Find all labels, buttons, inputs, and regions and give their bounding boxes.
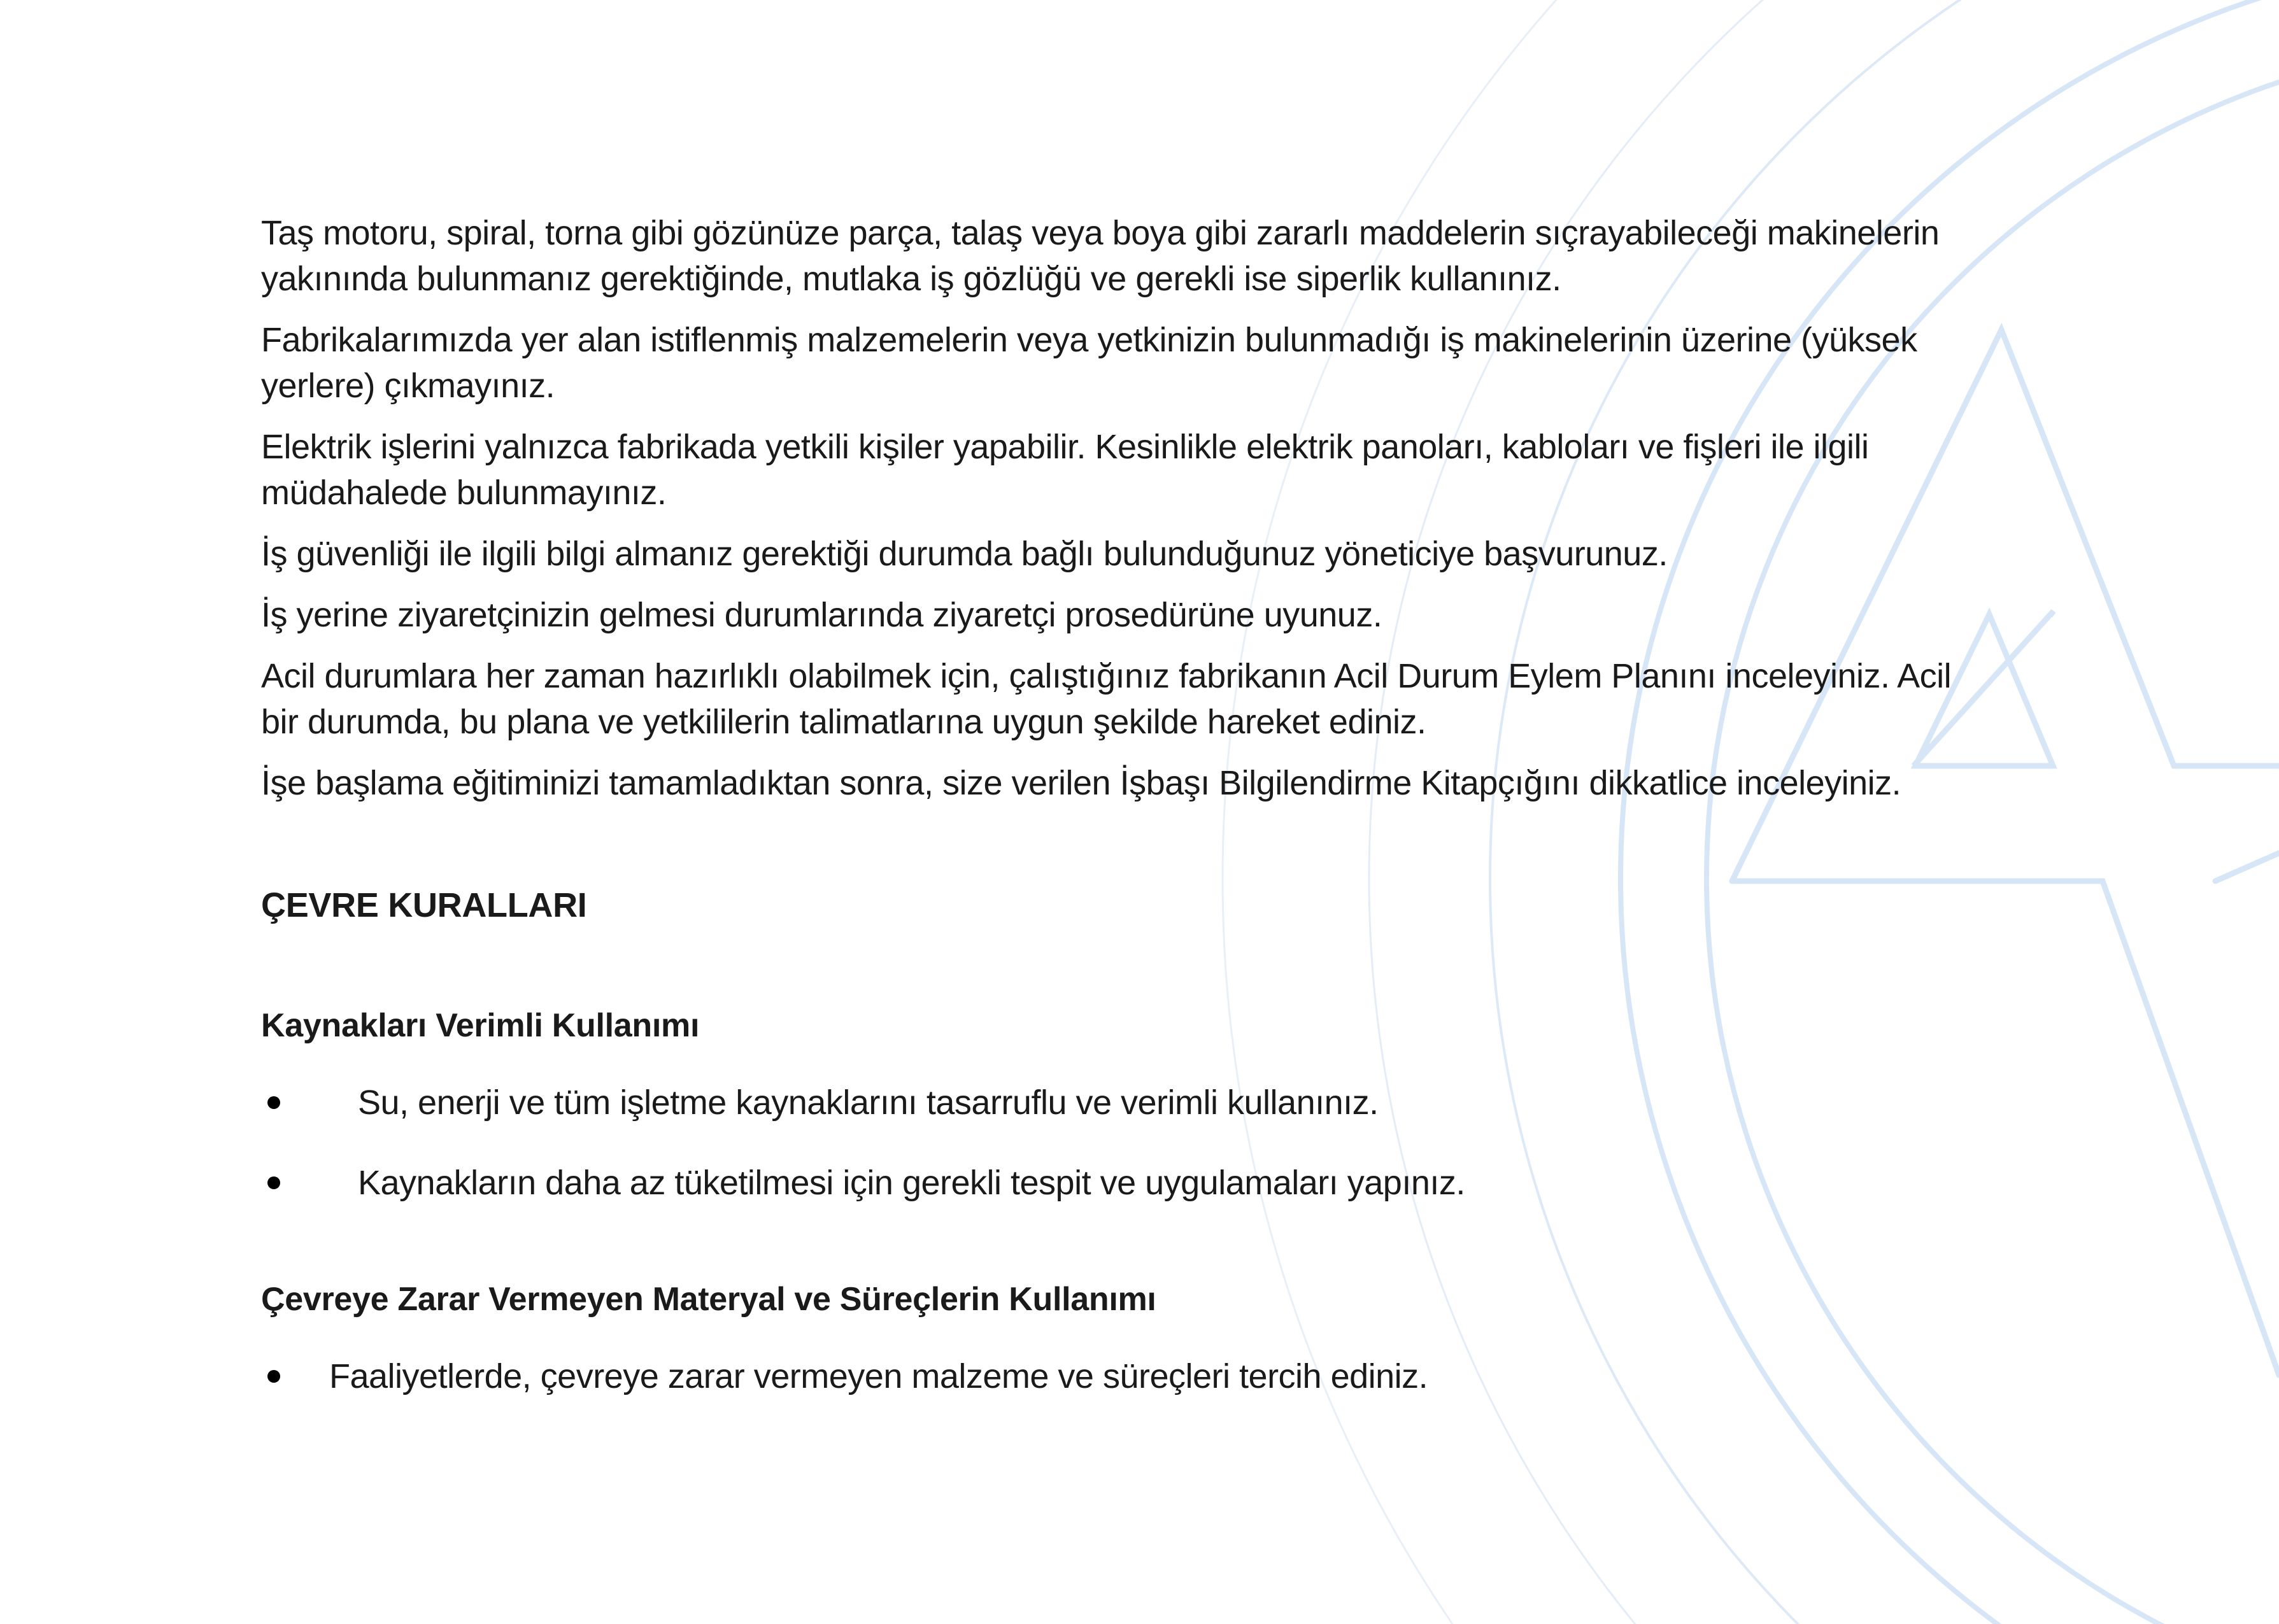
- watermark-a-right-leg: [2215, 853, 2279, 881]
- list-item-text: Faaliyetlerde, çevreye zarar vermeyen malzeme ve süreçleri tercih ediniz.: [329, 1357, 1428, 1395]
- paragraph-no-climbing: Fabrikalarımızda yer alan istiflenmiş malzemelerin veya yetkinizin bulunmadığı iş makinelerinin üzerine (yüksek yerlere) çıkmayınız.: [261, 321, 1917, 405]
- paragraph-orientation-booklet: İşe başlama eğitiminizi tamamladıktan sonra, size verilen İşbaşı Bilgilendirme Kitapçığını dikkatlice inceleyiniz.: [261, 764, 1901, 802]
- paragraph-visitor-procedure: İş yerine ziyaretçinizin gelmesi durumlarında ziyaretçi prosedürüne uyunuz.: [261, 596, 1382, 634]
- subsection-title-materials: Çevreye Zarar Vermeyen Materyal ve Süreçlerin Kullanımı: [261, 1281, 1156, 1318]
- paragraph-safety-info: İş güvenliği ile ilgili bilgi almanız gerektiği durumda bağlı bulunduğunuz yöneticiye başvurunuz.: [261, 535, 1668, 573]
- list-item-text: Su, enerji ve tüm işletme kaynaklarını tasarruflu ve verimli kullanınız.: [358, 1084, 1379, 1122]
- bullet-icon: [267, 1096, 280, 1109]
- list-item: [261, 1353, 1980, 1399]
- paragraph-emergency-plan: Acil durumlara her zaman hazırlıklı olabilmek için, çalıştığınız fabrikanın Acil Durum Eylem Planını inceleyiniz. Acil bir durumda, bu plana ve yetkililerin talimatlarına uygun şekilde hareket ediniz.: [261, 657, 1952, 741]
- paragraph-electrical-work: Elektrik işlerini yalnızca fabrikada yetkili kişiler yapabilir. Kesinlikle elektrik panoları, kabloları ve fişleri ile ilgili müdahalede bulunmayınız.: [261, 428, 1869, 512]
- list-item: [261, 1160, 1980, 1206]
- document-body: [261, 210, 1980, 1434]
- section-title-environment: ÇEVRE KURALLARI: [261, 886, 587, 924]
- resources-list: [261, 1080, 1980, 1206]
- bullet-icon: [267, 1176, 280, 1189]
- subsection-title-resources: Kaynakları Verimli Kullanımı: [261, 1007, 700, 1044]
- bullet-icon: [267, 1370, 280, 1383]
- materials-list: [261, 1353, 1980, 1399]
- list-item-text: Kaynakların daha az tüketilmesi için gerekli tespit ve uygulamaları yapınız.: [358, 1164, 1465, 1202]
- paragraph-eye-protection: Taş motoru, spiral, torna gibi gözünüze parça, talaş veya boya gibi zararlı maddelerin sıçrayabileceği makinelerin yakınında bulunmanız gerektiğinde, mutlaka iş gözlüğü ve gerekli ise siperlik kullanınız.: [261, 214, 1940, 298]
- list-item: [261, 1080, 1980, 1126]
